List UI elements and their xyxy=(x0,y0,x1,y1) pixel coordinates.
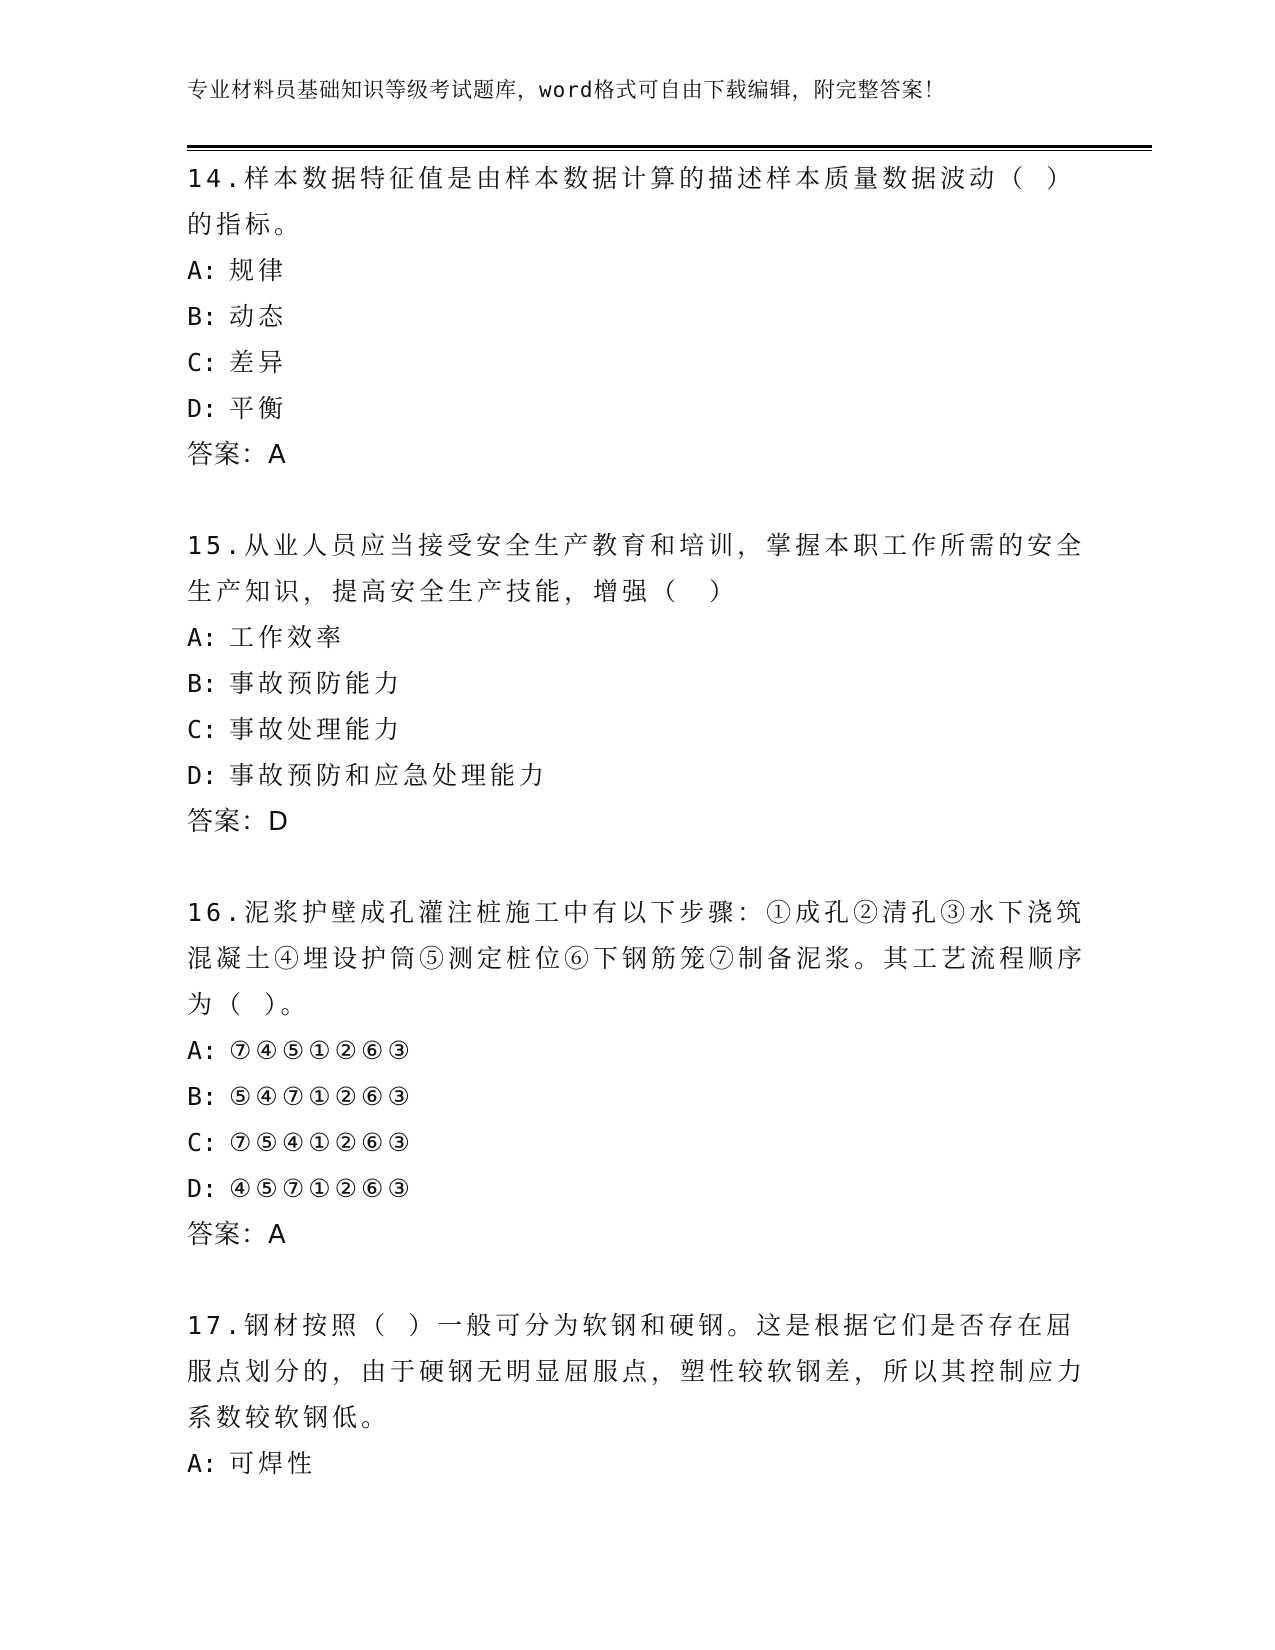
question-stem: 14.样本数据特征值是由样本数据计算的描述样本质量数据波动（ ）的指标。 xyxy=(187,164,1076,239)
question-stem: 17.钢材按照（ ）一般可分为软钢和硬钢。这是根据它们是否存在屈服点划分的，由于硬钢无明显屈服点，塑性较软钢差，所以其控制应力系数较软钢低。 xyxy=(187,1311,1087,1432)
option-d xyxy=(187,386,1087,432)
option-letter: A: xyxy=(187,256,218,285)
question xyxy=(187,890,1087,1258)
option-letter: C: xyxy=(187,1128,218,1157)
option-letter: D: xyxy=(187,1174,218,1203)
option-a xyxy=(187,615,1087,661)
option-d xyxy=(187,753,1087,799)
option-a xyxy=(187,1441,1087,1487)
option-letter: B: xyxy=(187,302,218,331)
answer: 答案：A xyxy=(187,440,287,470)
option-text: 差异 xyxy=(229,348,288,377)
option-letter: A: xyxy=(187,623,218,652)
option-letter: A: xyxy=(187,1449,218,1478)
option-text: 事故预防和应急处理能力 xyxy=(229,761,549,790)
option-letter: B: xyxy=(187,669,218,698)
question-stem: 16.泥浆护壁成孔灌注桩施工中有以下步骤：①成孔②清孔③水下浇筑混凝土④埋设护筒⑤测定桩位⑥下钢筋笼⑦制备泥浆。其工艺流程顺序为（ ）。 xyxy=(187,898,1087,1019)
question xyxy=(187,1303,1087,1487)
option-b xyxy=(187,661,1087,707)
option-letter: B: xyxy=(187,1082,218,1111)
option-letter: D: xyxy=(187,761,218,790)
option-letter: C: xyxy=(187,715,218,744)
option-a xyxy=(187,248,1087,294)
header-rule-thin xyxy=(187,150,1152,151)
option-text: ④⑤⑦①②⑥③ xyxy=(229,1174,414,1203)
header-rule-thick xyxy=(187,145,1152,148)
option-text: 动态 xyxy=(229,302,288,331)
option-text: ⑤④⑦①②⑥③ xyxy=(229,1082,414,1111)
option-letter: A: xyxy=(187,1036,218,1065)
question xyxy=(187,156,1087,478)
option-text: 事故处理能力 xyxy=(229,715,404,744)
option-letter: D: xyxy=(187,394,218,423)
option-text: 工作效率 xyxy=(229,623,346,652)
question-list xyxy=(187,156,1087,1532)
option-c xyxy=(187,707,1087,753)
option-text: 平衡 xyxy=(229,394,288,423)
question-stem: 15.从业人员应当接受安全生产教育和培训，掌握本职工作所需的安全生产知识，提高安全生产技能，增强（ ） xyxy=(187,531,1086,606)
option-text: ⑦⑤④①②⑥③ xyxy=(229,1128,414,1157)
page-header: 专业材料员基础知识等级考试题库，word格式可自由下载编辑，附完整答案！ xyxy=(187,78,946,102)
option-text: 可焊性 xyxy=(229,1449,317,1478)
option-b xyxy=(187,294,1087,340)
option-letter: C: xyxy=(187,348,218,377)
option-c xyxy=(187,1120,1087,1166)
option-b xyxy=(187,1074,1087,1120)
option-text: ⑦④⑤①②⑥③ xyxy=(229,1036,414,1065)
question xyxy=(187,523,1087,845)
option-text: 事故预防能力 xyxy=(229,669,404,698)
option-d xyxy=(187,1166,1087,1212)
answer: 答案：A xyxy=(187,1220,287,1250)
answer: 答案：D xyxy=(187,807,290,837)
option-c xyxy=(187,340,1087,386)
option-a xyxy=(187,1028,1087,1074)
option-text: 规律 xyxy=(229,256,288,285)
